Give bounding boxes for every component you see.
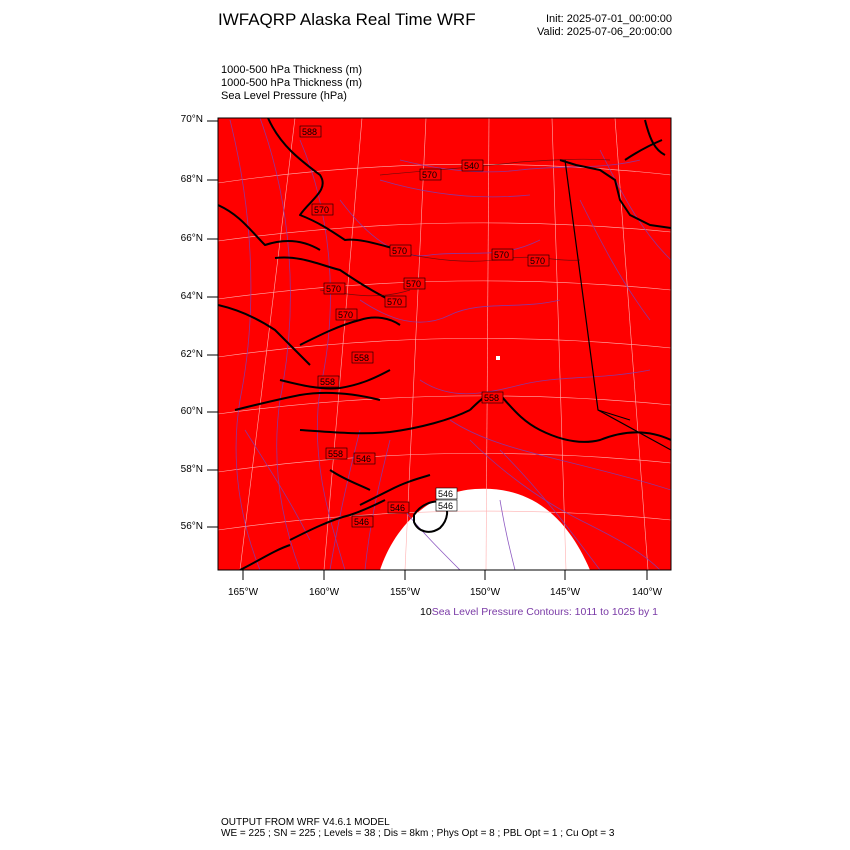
svg-text:558: 558 [328,449,344,459]
lon-ticks [243,570,647,580]
lon-label: 165°W [227,587,259,598]
contour-label [420,169,441,180]
small-gap [496,356,500,360]
svg-text:570: 570 [406,279,422,289]
plot-title: IWFAQRP Alaska Real Time WRF [218,10,476,29]
contour-note-text: Sea Level Pressure Contours: 1011 to 1025 by 1 [431,606,658,618]
svg-text:546: 546 [356,454,372,464]
contour-label [326,448,347,459]
lat-label: 70°N [180,114,203,125]
svg-text:570: 570 [326,284,342,294]
svg-text:570: 570 [387,297,403,307]
svg-text:570: 570 [314,205,330,215]
contour-label [354,453,375,464]
svg-text:588: 588 [302,127,318,137]
svg-text:570: 570 [530,256,546,266]
footer-config: WE = 225 ; SN = 225 ; Levels = 38 ; Dis = 8km ; Phys Opt = 8 ; PBL Opt = 1 ; Cu Opt = 3 [221,828,615,839]
contour-label [390,245,411,256]
svg-text:570: 570 [494,250,510,260]
footer-model: OUTPUT FROM WRF V4.6.1 MODEL [221,817,390,828]
lon-label: 140°W [631,587,663,598]
contour-label [462,160,483,171]
svg-text:570: 570 [338,310,354,320]
lat-label: 66°N [180,233,203,244]
svg-text:540: 540 [464,161,480,171]
contour-label [482,392,503,403]
contour-label [528,255,549,266]
contour-label [312,204,333,215]
lon-label: 150°W [469,587,501,598]
lat-label: 62°N [180,349,203,360]
contour-note [420,606,658,618]
lon-label: 145°W [549,587,581,598]
svg-text:546: 546 [438,489,454,499]
contour-note-prefix: 10 [420,606,432,618]
lon-label: 155°W [389,587,421,598]
svg-text:558: 558 [320,377,336,387]
svg-text:558: 558 [484,393,500,403]
contour-label [436,488,457,499]
contour-label [336,309,357,320]
svg-text:570: 570 [422,170,438,180]
lat-label: 68°N [180,174,203,185]
svg-text:558: 558 [354,353,370,363]
lat-label: 58°N [180,464,203,475]
lat-label: 64°N [180,291,203,302]
field-thickness-2: 1000-500 hPa Thickness (m) [221,77,363,89]
svg-text:570: 570 [392,246,408,256]
contour-label [388,502,409,513]
contour-label [404,278,425,289]
lat-label: 60°N [180,406,203,417]
field-slp: Sea Level Pressure (hPa) [221,90,347,102]
lat-label: 56°N [180,521,203,532]
contour-label [385,296,406,307]
field-thickness-1: 1000-500 hPa Thickness (m) [221,64,363,76]
contour-label [492,249,513,260]
contour-label [352,516,373,527]
contour-label [436,500,457,511]
contour-label [324,283,345,294]
lon-label: 160°W [308,587,340,598]
init-time: Init: 2025-07-01_00:00:00 [546,13,672,25]
lat-ticks [207,121,218,527]
contour-label [352,352,373,363]
svg-text:546: 546 [390,503,406,513]
svg-text:546: 546 [354,517,370,527]
svg-text:546: 546 [438,501,454,511]
valid-time: Valid: 2025-07-06_20:00:00 [537,26,672,38]
contour-label [318,376,339,387]
model-footer [221,817,614,839]
contour-label [300,126,321,137]
